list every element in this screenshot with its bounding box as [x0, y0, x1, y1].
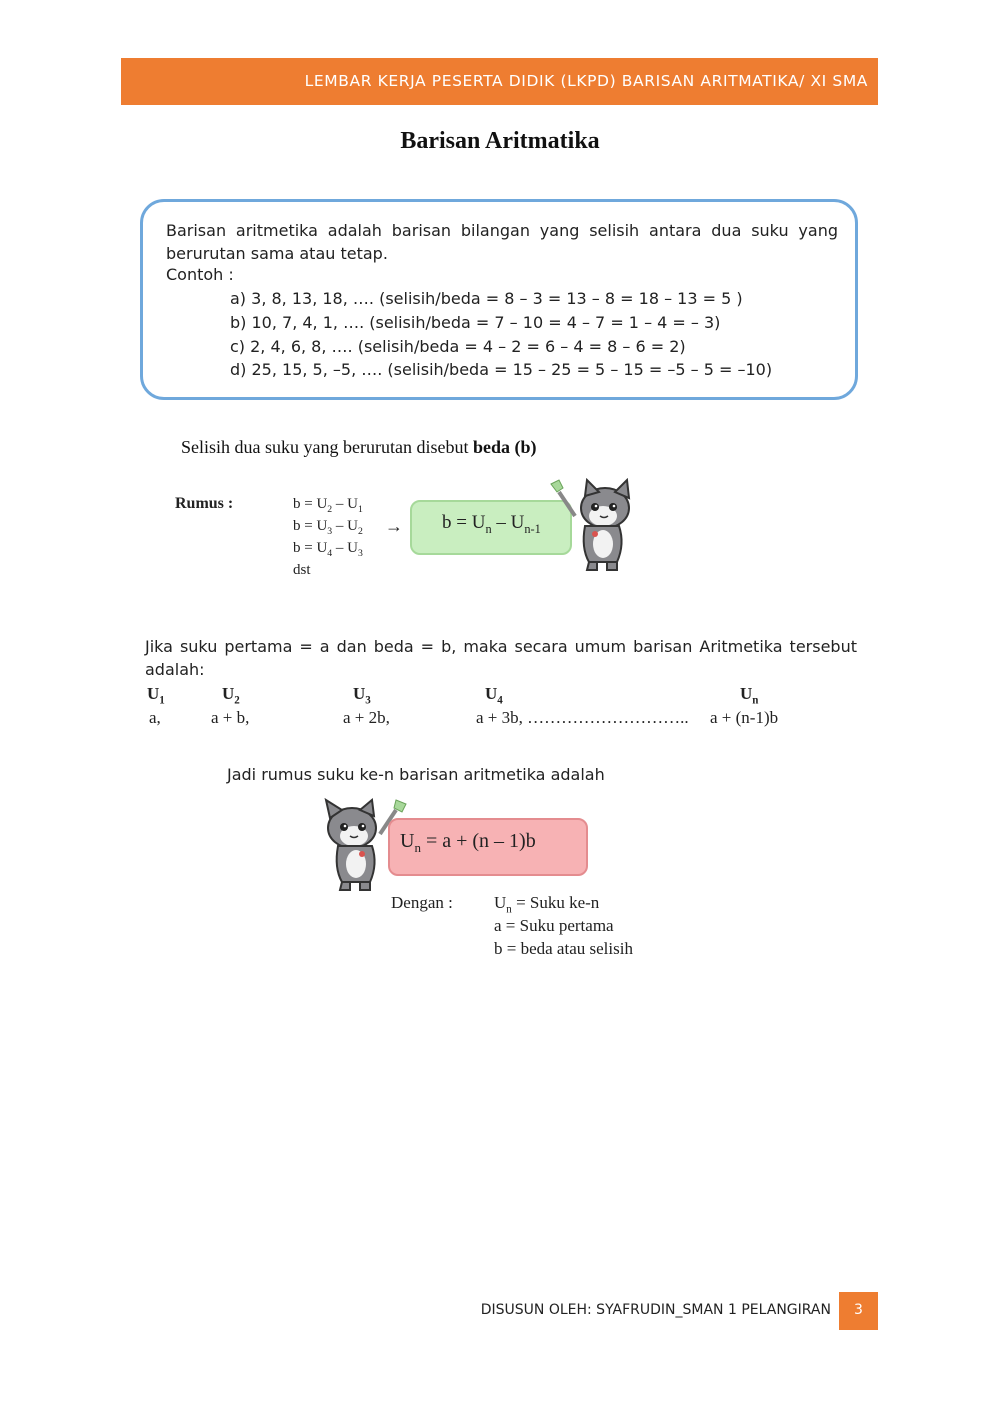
- legend-a: a = Suku pertama: [494, 916, 614, 935]
- term-u2-label: $U_2$: [222, 684, 240, 707]
- conclusion-text: Jadi rumus suku ke-n barisan aritmetika adalah: [227, 765, 605, 784]
- beda-note-bold: beda (b): [472, 437, 537, 457]
- term-u4-label: $U_4$: [485, 684, 503, 707]
- term-u4-value: a + 3b, ………………………..: [476, 708, 689, 727]
- rumus-line-3: $b = U_4 - U_3$: [293, 540, 363, 559]
- example-c: c) 2, 4, 6, 8, …. (selisih/beda = 4 – 2 = 6 – 4 = 8 – 6 = 2): [230, 337, 686, 356]
- rumus-dst: dst: [293, 562, 311, 578]
- legend-un: $U_n$ = Suku ke-n: [494, 893, 600, 916]
- rumus-label: Rumus :: [175, 495, 234, 512]
- header-bar: [121, 58, 878, 105]
- example-a: a) 3, 8, 13, 18, …. (selisih/beda = 8 – 3 = 13 – 8 = 18 – 13 = 5 ): [230, 289, 743, 308]
- beda-note-text: Selisih dua suku yang berurutan disebut: [181, 437, 473, 457]
- term-u3-value: a + 2b,: [343, 708, 390, 727]
- header-title: LEMBAR KERJA PESERTA DIDIK (LKPD) BARISAN ARITMATIKA/ XI SMA: [304, 72, 868, 90]
- term-u1-label: $U_1$: [147, 684, 165, 707]
- term-u2-value: a + b,: [211, 708, 250, 727]
- footer-author: DISUSUN OLEH: SYAFRUDIN_SMAN 1 PELANGIRAN: [480, 1302, 831, 1318]
- term-un-value: a + (n-1)b: [710, 708, 779, 727]
- page-number-box: [839, 1292, 878, 1330]
- term-u1-value: a,: [149, 708, 161, 727]
- term-u3-label: $U_3$: [353, 684, 371, 707]
- contoh-label: Contoh :: [166, 265, 234, 284]
- page-number: 3: [854, 1302, 863, 1318]
- example-b: b) 10, 7, 4, 1, …. (selisih/beda = 7 – 10 = 4 – 7 = 1 – 4 = – 3): [230, 313, 721, 332]
- term-un-label: $U_n$: [740, 684, 759, 707]
- general-paragraph: Jika suku pertama = a dan beda = b, maka secara umum barisan Aritmetika tersebut adalah:: [145, 637, 857, 679]
- dengan-label: Dengan :: [391, 893, 453, 912]
- beda-formula: $b = U_n - U_{n-1}$: [442, 512, 541, 536]
- rumus-line-2: $b = U_3 - U_2$: [293, 518, 363, 537]
- example-d: d) 25, 15, 5, –5, …. (selisih/beda = 15 – 25 = 5 – 15 = –5 – 5 = –10): [230, 360, 773, 379]
- rumus-line-1: $b = U_2 - U_1$: [293, 496, 363, 515]
- definition-text: Barisan aritmetika adalah barisan bilangan yang selisih antara dua suku yang berurutan sama atau tetap.: [166, 221, 838, 263]
- un-formula: $U_n = a + (n - 1)b$: [400, 830, 536, 855]
- legend-b: b = beda atau selisih: [494, 939, 633, 958]
- arrow-icon: →: [385, 516, 403, 536]
- cat-mascot-icon: [545, 478, 637, 574]
- page-title: Barisan Aritmatika: [400, 128, 600, 154]
- beda-note: [181, 437, 536, 458]
